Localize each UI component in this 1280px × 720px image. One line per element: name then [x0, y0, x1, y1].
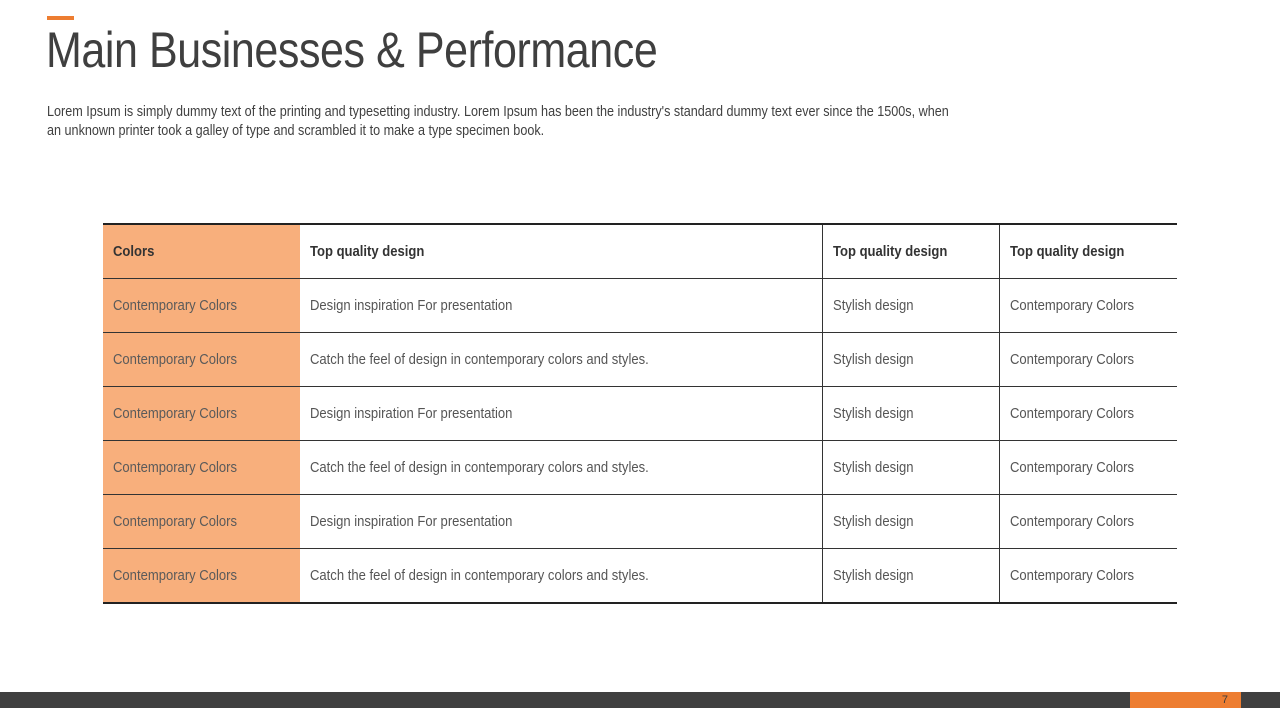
table-row — [103, 279, 1177, 333]
table-cell — [999, 387, 1177, 441]
cell-text: Stylish design — [832, 513, 914, 530]
header-text: Top quality design — [310, 243, 425, 260]
business-table — [103, 223, 1177, 604]
cell-text: Contemporary Colors — [113, 297, 238, 314]
table-cell — [300, 441, 822, 495]
table-cell — [103, 387, 300, 441]
cell-text: Contemporary Colors — [1009, 297, 1134, 314]
header-cell — [999, 224, 1177, 279]
table-cell — [999, 333, 1177, 387]
table-cell — [822, 549, 999, 604]
cell-text: Contemporary Colors — [113, 351, 238, 368]
table-cell — [300, 333, 822, 387]
table-cell — [103, 549, 300, 604]
header-cell — [822, 224, 999, 279]
table-cell — [999, 441, 1177, 495]
table-cell — [103, 441, 300, 495]
intro-paragraph: Lorem Ipsum is simply dummy text of the printing and typesetting industry. Lorem Ipsum has been the industry's standard dummy text ever since the 1500s, when an unknown printer took a galley of type and scrambled it to make a type specimen book. — [47, 104, 949, 139]
table-header-row — [103, 224, 1177, 279]
table-cell — [822, 495, 999, 549]
cell-text: Stylish design — [832, 459, 914, 476]
cell-text: Contemporary Colors — [1009, 459, 1134, 476]
cell-text: Contemporary Colors — [1009, 405, 1134, 422]
page-title: Main Businesses & Performance — [46, 22, 658, 78]
table-row — [103, 495, 1177, 549]
table-cell — [822, 279, 999, 333]
table-cell — [300, 279, 822, 333]
cell-text: Contemporary Colors — [1009, 351, 1134, 368]
cell-text: Stylish design — [832, 567, 914, 584]
page-number: 7 — [1130, 692, 1241, 708]
cell-text: Catch the feel of design in contemporary colors and styles. — [310, 351, 649, 368]
cell-text: Contemporary Colors — [113, 567, 238, 584]
table-row — [103, 333, 1177, 387]
table-cell — [103, 279, 300, 333]
table-cell — [103, 333, 300, 387]
header-cell — [300, 224, 822, 279]
table-cell — [822, 441, 999, 495]
header-cell — [103, 224, 300, 279]
data-table — [103, 223, 1177, 604]
cell-text: Stylish design — [832, 297, 914, 314]
cell-text: Contemporary Colors — [1009, 513, 1134, 530]
cell-text: Stylish design — [832, 405, 914, 422]
table-row — [103, 441, 1177, 495]
header-text: Colors — [113, 243, 155, 260]
cell-text: Stylish design — [832, 351, 914, 368]
table-cell — [300, 387, 822, 441]
table-row — [103, 549, 1177, 604]
cell-text: Design inspiration For presentation — [310, 297, 513, 314]
table-cell — [822, 387, 999, 441]
header-text: Top quality design — [832, 243, 947, 260]
table-cell — [300, 549, 822, 604]
table-cell — [999, 549, 1177, 604]
cell-text: Design inspiration For presentation — [310, 513, 513, 530]
table-cell — [999, 279, 1177, 333]
table-cell — [103, 495, 300, 549]
footer-bar — [0, 692, 1280, 708]
cell-text: Contemporary Colors — [113, 405, 238, 422]
table-cell — [999, 495, 1177, 549]
cell-text: Catch the feel of design in contemporary colors and styles. — [310, 567, 649, 584]
cell-text: Contemporary Colors — [113, 459, 238, 476]
table-cell — [300, 495, 822, 549]
cell-text: Contemporary Colors — [113, 513, 238, 530]
table-cell — [822, 333, 999, 387]
cell-text: Contemporary Colors — [1009, 567, 1134, 584]
cell-text: Catch the feel of design in contemporary colors and styles. — [310, 459, 649, 476]
header-text: Top quality design — [1009, 243, 1124, 260]
cell-text: Design inspiration For presentation — [310, 405, 513, 422]
table-row — [103, 387, 1177, 441]
